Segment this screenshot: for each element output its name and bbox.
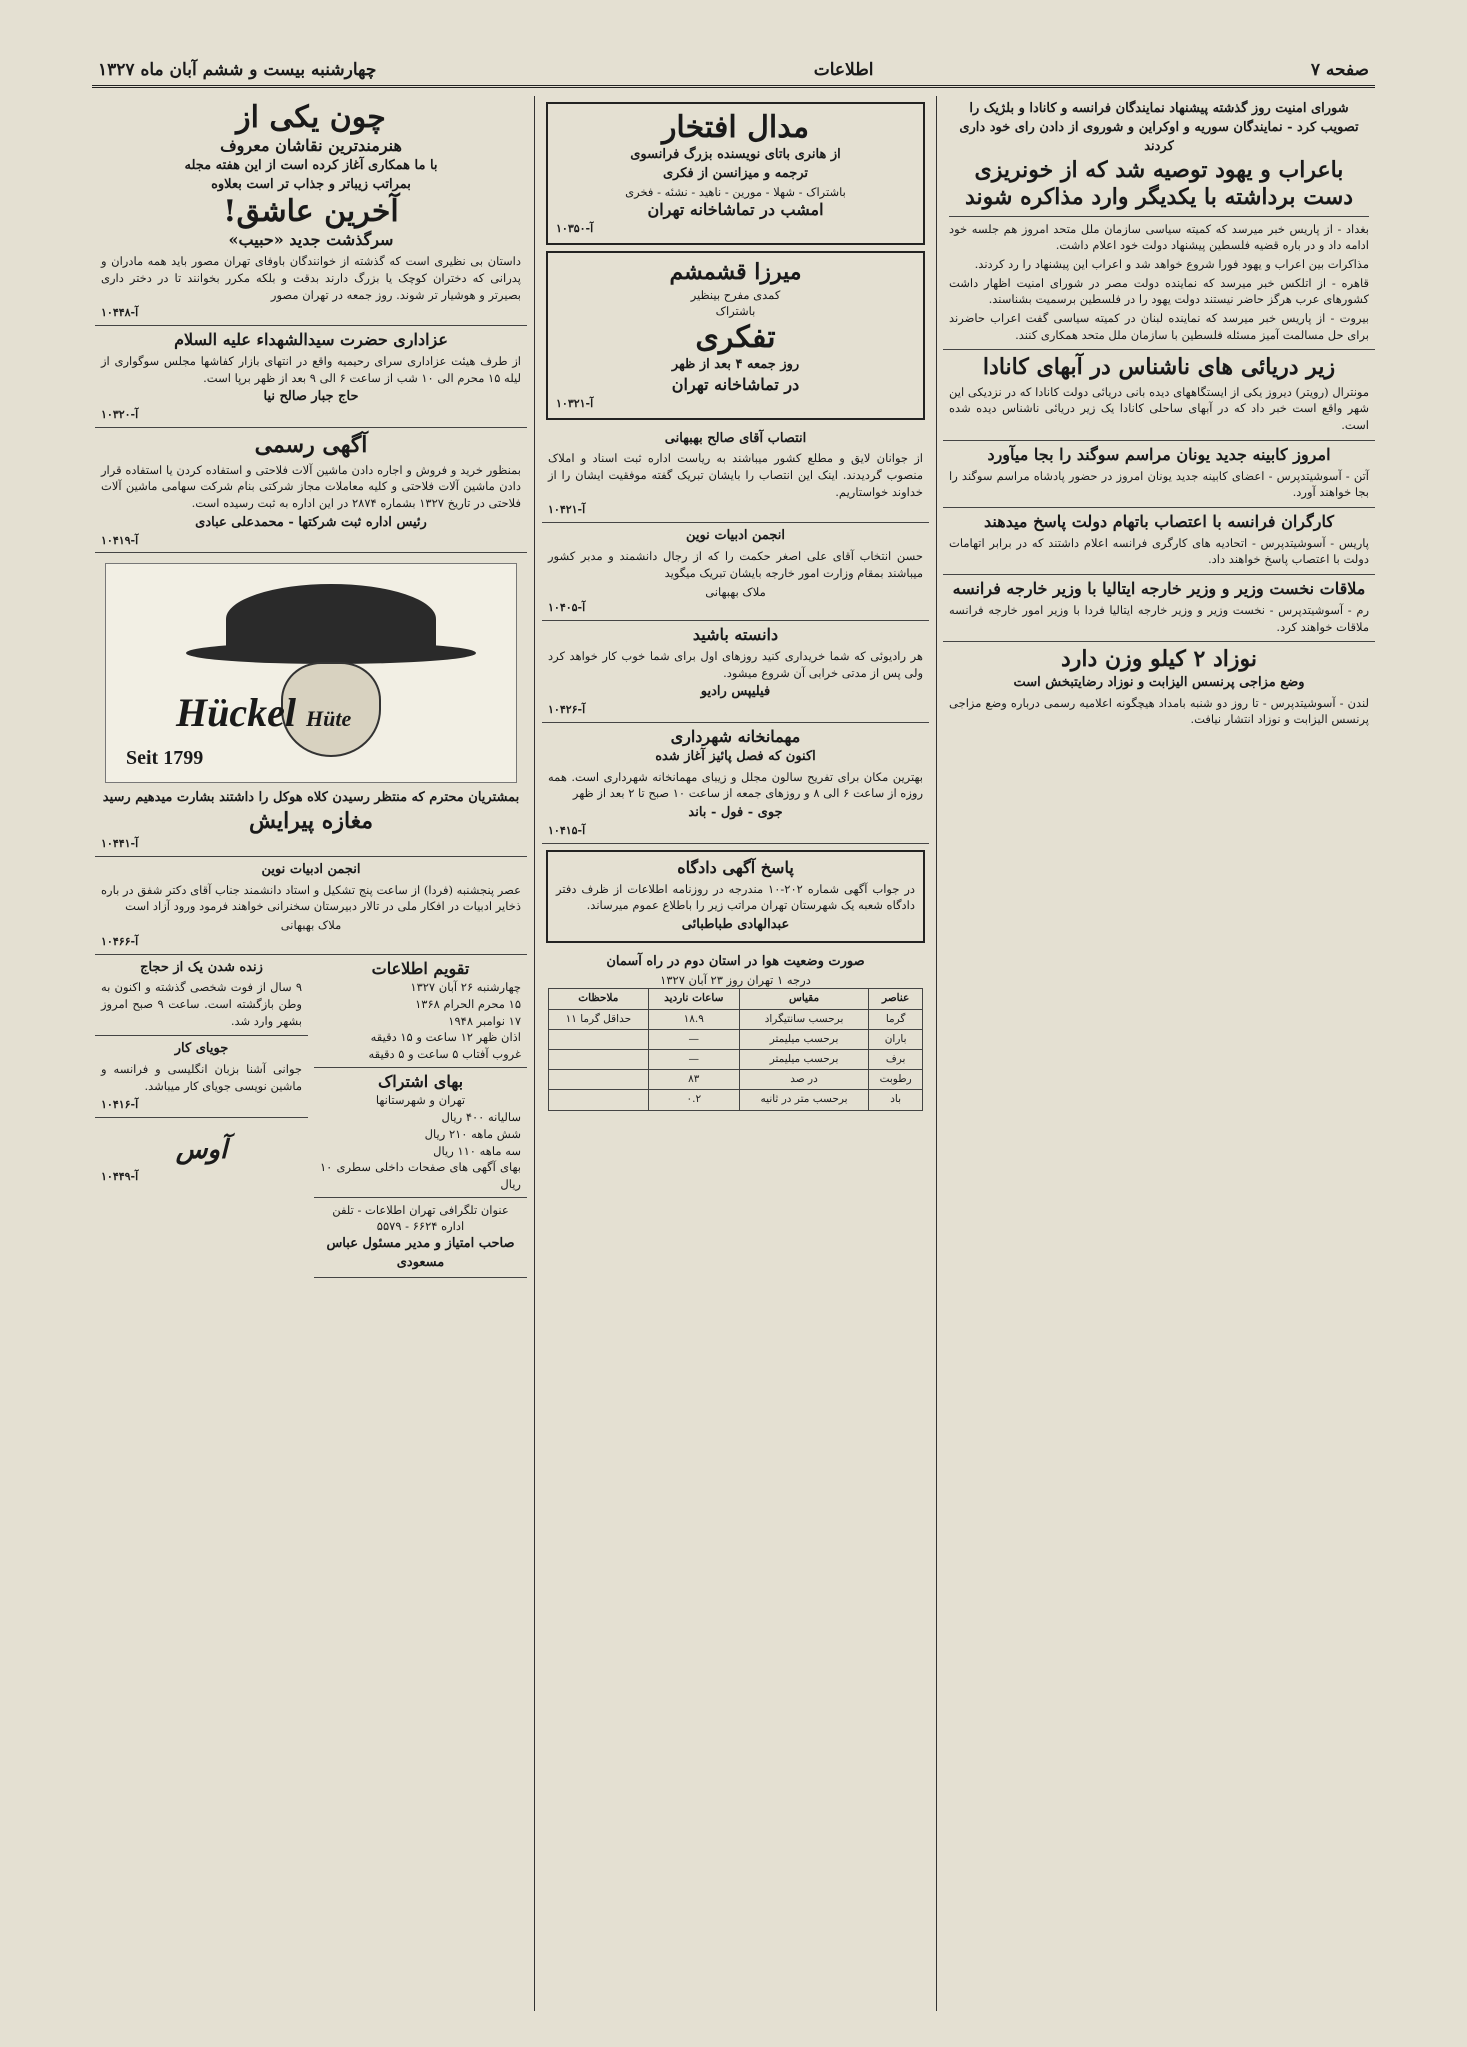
weather-title: صورت وضعیت هوا در استان دوم در راه آسمان	[606, 953, 865, 969]
greek-cabinet-article	[943, 441, 1375, 508]
weather-cell: برحسب میلیمتر	[739, 1049, 868, 1069]
mourning-title: عزاداری حضرت سیدالشهداء علیه السلام	[174, 330, 448, 350]
weather-cell	[549, 1029, 649, 1049]
ad-code: آ-۱۰۴۰۵	[548, 601, 586, 615]
huckel-hat-ad	[95, 553, 527, 856]
calendar-row: ۱۵ محرم الحرام ۱۳۶۸	[415, 997, 521, 1011]
table-row	[549, 1049, 923, 1069]
weather-table	[548, 988, 923, 1110]
weather-cell: ۸۳	[648, 1070, 739, 1090]
calendar-row: ۱۷ نوامبر ۱۹۴۸	[448, 1013, 521, 1028]
weather-cell: برحسب متر در ثانیه	[739, 1090, 868, 1110]
magazine-ad-line: هنرمندترین نقاشان معروف	[220, 136, 402, 155]
court-text: در جواب آگهی شماره ۲۰۲-۱۰ مندرجه در روزنامه اطلاعات از ظرف دفتر دادگاه شعبه یک شهرستان تهران مراتب زیر را باطلاع عموم میرساند.	[556, 881, 916, 913]
weather-cell	[549, 1090, 649, 1110]
hotel-ad-subtitle: اکنون که فصل پائیز آغاز شده	[655, 748, 816, 764]
official-notice-signature: رئیس اداره ثبت شرکتها - محمدعلی عبادی	[195, 514, 427, 530]
mourning-signature: حاج جبار صالح نیا	[263, 389, 359, 405]
philips-radio-ad	[542, 621, 929, 723]
table-row	[549, 1070, 923, 1090]
lead-intro: شورای امنیت روز گذشته پیشنهاد نمایندگان فرانسه و کانادا و بلژیک را تصویب کرد - نمایندگان سوریه و اوکراین و شوروی از دادن رای خود داری کردند	[959, 101, 1359, 154]
literature-text: حسن انتخاب آقای علی اصغر حکمت را که از رجال دانشمند و مدبر کشور میباشند بمقام وزارت امور خارجه بایشان تبریک میگوید	[548, 549, 923, 580]
lead-paragraph: مذاکرات بین اعراب و یهود فورا شروع خواهد شد و اعراب این پیشنهاد را رد کردند.	[974, 256, 1369, 271]
weather-cell: برحسب میلیمتر	[739, 1029, 868, 1049]
table-row	[549, 1090, 923, 1110]
comedy-time: روز جمعه ۴ بعد از ظهر	[671, 356, 800, 372]
lecture-title: انجمن ادبیات نوین	[261, 861, 361, 877]
job-text: جوانی آشنا بزبان انگلیسی و فرانسه و ماشین نویسی جویای کار میباشد.	[101, 1062, 302, 1093]
theatre-ad-cast: باشتراک - شهلا - مورین - ناهید - نشئه - فخری	[625, 184, 846, 199]
publisher-line: صاحب امتیاز و مدیر مسئول عباس مسعودی	[326, 1235, 515, 1270]
subscription-box	[314, 1068, 527, 1198]
table-row	[549, 1009, 923, 1029]
contact-info: عنوان تلگرافی تهران اطلاعات - تلفن اداره ۶۶۲۴ - ۵۵۷۹	[332, 1202, 509, 1234]
weather-col-header: ساعات نارديد	[648, 989, 739, 1009]
comedy-line: باشتراک	[715, 304, 756, 319]
aves-brand: آوس	[175, 1134, 228, 1165]
weather-cell	[549, 1049, 649, 1069]
notices-column	[95, 955, 308, 1278]
ad-code: آ-۱۰۴۱۶	[101, 1097, 139, 1111]
magazine-ad-text: داستان بی نظیری است که گذشته از خوانندگان باوفای تهران مصور باید همه مادران و پدرانی که دختران کوچک یا بزرگ دارند بدقت و بلکه مکرر بخوانند تا در دختر داری بصیرتر و هوشیار تر شوند. روز جمعه در تهران مصور	[101, 254, 521, 302]
theatre-ad-line: از هانری باتای نویسنده بزرگ فرانسوی	[630, 147, 841, 162]
huckel-brand-sub: Hüte	[305, 706, 352, 732]
submarine-title: زیر دریائی های ناشناس در آبهای کانادا	[982, 354, 1336, 381]
appointment-notice	[542, 426, 929, 524]
paper-name: اطلاعات	[813, 59, 874, 80]
right-column	[943, 96, 1375, 2011]
weather-cell: برف	[869, 1049, 923, 1069]
calendar-title: تقویم اطلاعات	[371, 958, 470, 978]
france-workers-paragraph: پاریس - آسوشیتدپرس - اتحادیه های کارگری فرانسه اعلام داشتند که در برابر اتهامات دولت با اعتصاب پاسخ خواهند داد.	[949, 535, 1369, 567]
court-signature: عبدالهادی طباطبائی	[681, 916, 790, 932]
pilgrim-title: زنده شدن یک از حجاج	[140, 959, 263, 975]
magazine-ad-line: بمراتب زیباتر و جذاب تر است بعلاوه	[211, 176, 411, 192]
ad-code: آ-۱۰۴۴۹	[101, 1170, 139, 1184]
ad-code: آ-۱۰۴۲۶	[548, 703, 586, 717]
weather-cell: ۱۸.۹	[648, 1009, 739, 1029]
theatre-ad-line: ترجمه و میزانسن از فکری	[662, 165, 809, 181]
hotel-ad-text: بهترین مکان برای تفریح سالون مجلل و زیبای مهمانخانه شهرداری است. همه روزه از ساعت ۶ الی ۸ و روزهای جمعه از ساعت ۱۰ صبح تا ۲ بعد از ظهر	[548, 769, 923, 801]
theatre-ad-medal	[546, 102, 925, 245]
weather-cell: باران	[869, 1029, 923, 1049]
subscription-row: بهای آگهی های صفحات داخلی سطری ۱۰ ریال	[320, 1160, 521, 1191]
weather-col-header: عناصر	[869, 989, 923, 1009]
theatre-ad-comedy	[546, 251, 925, 419]
weather-cell: ۰.۲	[648, 1090, 739, 1110]
huckel-since: Seit 1799	[126, 747, 204, 770]
mourning-text: از طرف هیئت عزاداری سرای رحیمیه واقع در انتهای بازار کفاشها مجلس سوگواری از لیله ۱۵ محرم الی ۱۰ شب از ساعت ۶ الی ۹ بعد از ظهر برپا است.	[101, 354, 521, 385]
theatre-ad-venue: امشب در تماشاخانه تهران	[647, 200, 824, 220]
hotel-ad-title: مهمانخانه شهرداری	[670, 727, 801, 747]
mourning-notice	[95, 326, 527, 428]
literature-signature: ملاک بهبهانی	[705, 584, 766, 599]
ad-code: آ-۱۰۴۴۸	[101, 306, 139, 320]
royal-baby-article	[943, 642, 1375, 734]
royal-baby-title: نوزاد ۲ کیلو وزن دارد	[1061, 646, 1257, 673]
comedy-venue: در تماشاخانه تهران	[671, 374, 800, 394]
italy-title: ملاقات نخست وزیر و وزیر خارجه ایتالیا با وزیر خارجه فرانسه	[952, 579, 1366, 599]
france-workers-title: کارگران فرانسه با اعتصاب باتهام دولت پاسخ میدهند	[984, 511, 1334, 531]
magazine-ad-headline: چون یکی از	[236, 100, 386, 135]
magazine-ad	[95, 96, 527, 326]
royal-baby-paragraph: لندن - آسوشیتدپرس - تا روز دو شنبه بامداد هیچگونه اعلامیه رسمی درباره وضع مزاجی پرنسس الیزابت و نوزاد انتشار نیافت.	[949, 695, 1369, 727]
municipal-hotel-ad	[542, 723, 929, 844]
ad-code: آ-۱۰۳۲۰	[101, 408, 139, 422]
huckel-store-name: مغازه پیرایش	[248, 808, 374, 835]
hotel-ad-band: جوی - فول - باند	[688, 805, 783, 821]
literature-title: انجمن ادبیات نوین	[685, 528, 786, 544]
job-title: جویای کار	[174, 1041, 229, 1057]
weather-report	[542, 949, 929, 1115]
comedy-performer: تفکری	[695, 319, 776, 355]
royal-baby-subtitle: وضع مزاجی پرنسس الیزابت و نوزاد رضایتبخش است	[1013, 674, 1305, 690]
subscription-row: سه ماهه ۱۱۰ ریال	[433, 1143, 521, 1158]
huckel-ad-line: بمشتریان محترم که منتظر رسیدن کلاه هوکل را داشتند بشارت میدهیم رسید	[102, 790, 520, 806]
radio-ad-title: دانسته باشید	[692, 625, 779, 645]
lead-article	[943, 96, 1375, 350]
magazine-ad-title: آخرین عاشق!	[223, 194, 399, 230]
middle-column	[542, 96, 929, 2011]
huckel-illustration	[105, 563, 517, 783]
page-number: صفحه ۷	[1310, 59, 1369, 80]
ad-code: آ-۱۰۴۶۶	[101, 934, 139, 948]
ad-code: آ-۱۰۳۵۰	[556, 222, 594, 236]
huckel-brand	[176, 684, 351, 742]
magazine-ad-subtitle: سرگذشت جدید «حبیب»	[228, 230, 394, 250]
ad-code: آ-۱۰۴۴۱	[101, 836, 139, 850]
official-notice-title: آگهی رسمی	[254, 432, 368, 459]
weather-subtitle: درجه ۱ تهران روز ۲۳ آبان ۱۳۲۷	[660, 972, 811, 987]
lecture-signature: ملاک بهبهانی	[280, 917, 342, 932]
hat-brim-icon	[186, 642, 476, 664]
left-column	[95, 96, 527, 2011]
literature-lecture-notice	[95, 857, 527, 955]
calendar-row: غروب آفتاب ۵ ساعت و ۵ دقیقه	[368, 1047, 521, 1062]
pilgrim-text: ۹ سال از فوت شخصی گذشته و اکنون به وطن بازگشته است. ساعت ۹ صبح امروز بشهر وارد شد.	[101, 980, 302, 1028]
weather-cell: رطوبت	[869, 1070, 923, 1090]
huckel-brand-text: Hückel	[176, 690, 296, 736]
official-notice-text: بمنظور خرید و فروش و اجاره دادن ماشین آلات فلاحتی و استفاده کردن یا استفاده قرار دادن ماشین آلات فلاحتی و کلیه معاملات مجاز شرکتی بنام شرکت سهامی ماشین آلات فلاحتی در تاریخ ۱۳۲۷ بشماره ۲۸۷۴ در این اداره به ثبت رسیده است.	[101, 462, 521, 510]
comedy-line: کمدی مفرح بینظیر	[690, 287, 781, 302]
weather-cell	[549, 1070, 649, 1090]
column-rule	[936, 96, 937, 2011]
calendar-row: چهارشنبه ۲۶ آبان ۱۳۲۷	[410, 980, 521, 995]
subscription-row: شش ماهه ۲۱۰ ریال	[424, 1126, 521, 1141]
radio-ad-text: هر رادیوئی که شما خریداری کنید روزهای اول برای شما خوب کار خواهد کرد ولی پس از مدتی خرابی آن شروع میشود.	[548, 648, 923, 680]
weather-cell: برحسب سانتیگراد	[739, 1009, 868, 1029]
magazine-ad-line: با ما همکاری آغاز کرده است از این هفته مجله	[184, 157, 438, 173]
ad-code: آ-۱۰۴۱۵	[548, 823, 586, 837]
job-notice	[95, 1036, 308, 1117]
pilgrim-notice	[95, 955, 308, 1037]
weather-cell: حداقل گرما ۱۱	[549, 1009, 649, 1029]
literature-society-notice	[542, 523, 929, 621]
subscription-row: سالیانه ۴۰۰ ریال	[441, 1110, 521, 1125]
official-notice	[95, 428, 527, 553]
table-row	[549, 1029, 923, 1049]
lead-paragraph: قاهره - از اتلکس خبر میرسد که نماینده دولت مصر در شورای امنیت اظهار داشت کشورهای عرب هرگز حاضر نیستند دولت یهود را در فلسطین برسمیت بشناسند.	[949, 275, 1369, 307]
subscription-row: تهران و شهرستانها	[375, 1093, 466, 1108]
weather-cell: گرما	[869, 1009, 923, 1029]
ad-code: آ-۱۰۴۲۱	[548, 503, 586, 517]
aves-ad	[95, 1118, 308, 1190]
weather-cell: —	[648, 1049, 739, 1069]
court-title: پاسخ آگهی دادگاه	[677, 857, 794, 877]
theatre-ad-title: مدال افتخار	[661, 110, 810, 145]
comedy-title: میرزا قشمشم	[669, 259, 802, 286]
weather-cell: در صد	[739, 1070, 868, 1090]
issue-date: چهارشنبه بیست و ششم آبان ماه ۱۳۲۷	[98, 59, 377, 80]
calendar-row: اذان ظهر ۱۲ ساعت و ۱۵ دقیقه	[370, 1030, 521, 1045]
submarine-article	[943, 350, 1375, 441]
submarine-paragraph: مونترال (رویتر) دیروز یکی از ایستگاههای دیده بانی دریائی دولت کانادا که در نزدیکی این شهر واقع است خبر داد که در آبهای ساحلی کانادا یک زیر دریائی ناشناس دیده شده است.	[949, 384, 1369, 433]
weather-col-header: مقیاس	[739, 989, 868, 1009]
italy-article	[943, 575, 1375, 642]
bottom-boxes	[95, 955, 527, 1278]
calendar-box	[314, 955, 527, 1068]
info-column	[314, 955, 527, 1278]
appointment-title: انتصاب آقای صالح بهبهانی	[664, 430, 807, 446]
masthead	[92, 54, 1375, 88]
lead-title: باعراب و یهود توصیه شد که از خونریزی دست برداشته با یکدیگر وارد مذاکره شوند	[949, 157, 1369, 217]
italy-paragraph: رم - آسوشیتدپرس - نخست وزیر و وزیر خارجه ایتالیا فردا با وزیر امور خارجه فرانسه ملاقات خواهند کرد.	[949, 602, 1369, 634]
ad-code: آ-۱۰۴۱۹	[101, 533, 139, 547]
france-workers-article	[943, 508, 1375, 575]
lead-paragraph: بیروت - از پاریس خبر میرسد که نماینده لبنان در کمیته سیاسی گفت اعراب حاضرند برای حل مسالمت آمیز مسئله فلسطین با سازمان ملل متحد همکاری کنند.	[949, 310, 1369, 342]
subscription-title: بهای اشتراک	[377, 1071, 464, 1091]
lecture-text: عصر پنجشنبه (فردا) از ساعت پنج تشکیل و استاد دانشمند جناب آقای دکتر شفق در باره ذخایر ادبیات در افکار ملی در تالار دبیرستان سخنرانی خواهند فرمود ورود آزاد است	[101, 882, 521, 914]
weather-cell: —	[648, 1029, 739, 1049]
radio-ad-brand: فیلیپس رادیو	[700, 684, 771, 700]
court-response-notice	[546, 850, 925, 943]
appointment-text: از جوانان لایق و مطلع کشور میباشند به ریاست اداره ثبت اسناد و املاک منصوب گردیدند. اینک این انتصاب را بایشان تبریک گفته موفقیت ایشان را از خداوند خواستاریم.	[548, 451, 923, 499]
weather-col-header: ملاحظات	[549, 989, 649, 1009]
ad-code: آ-۱۰۳۲۱	[556, 396, 594, 410]
greek-cabinet-paragraph: آتن - آسوشیتدپرس - اعضای کابینه جدید یونان امروز در حضور پادشاه مراسم سوگند را بجا خواهند آورد.	[949, 468, 1369, 500]
column-rule	[534, 96, 535, 2011]
weather-cell: باد	[869, 1090, 923, 1110]
lead-paragraph: بغداد - از پاریس خبر میرسد که کمیته سیاسی سازمان ملل متحد امروز هم جلسه خود ادامه داد و در باره قضیه فلسطین پیشنهاد دولت خود اعلام داشت.	[949, 221, 1369, 253]
greek-cabinet-title: امروز کابینه جدید یونان مراسم سوگند را بجا میآورد	[987, 444, 1331, 464]
contact-box	[314, 1198, 527, 1278]
